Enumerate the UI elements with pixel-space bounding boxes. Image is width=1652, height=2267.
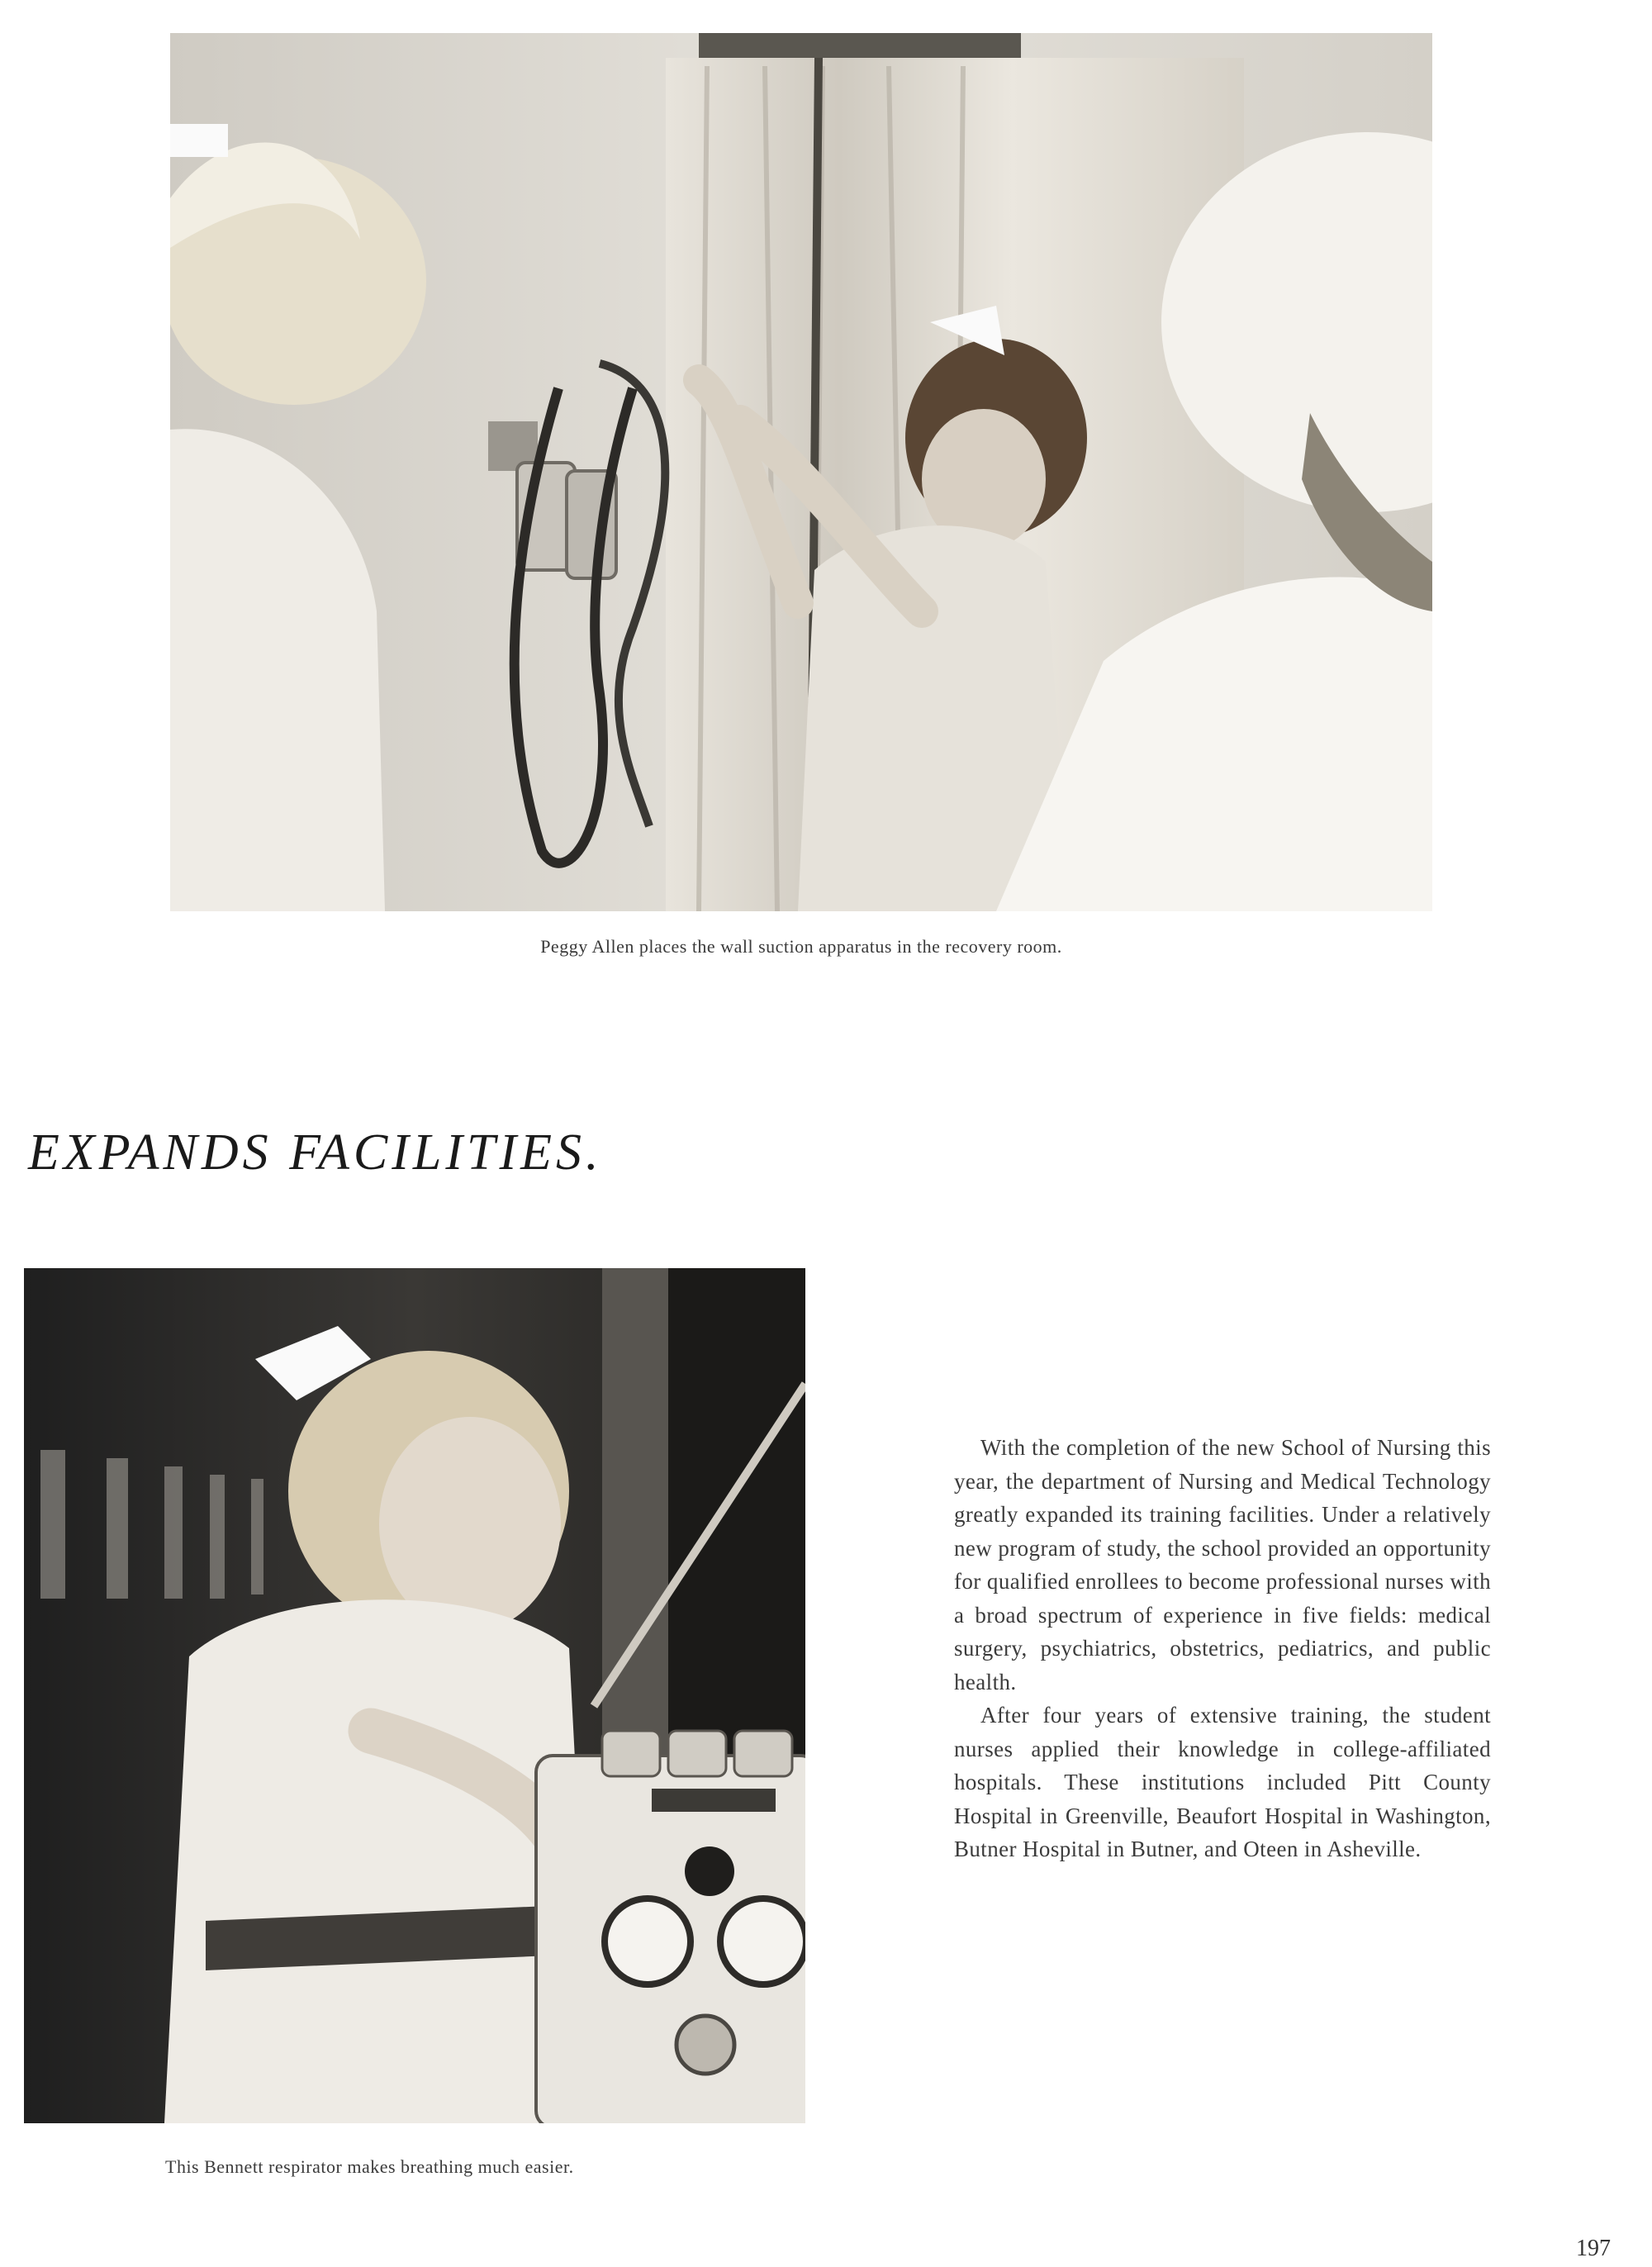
article-paragraph: With the completion of the new School of Nursing this year, the department of Nursing and Medical Technology greatly expanded its training facilities. Under a relatively new program of study, the school provided an opportunity for qualified enrollees to become professional nurses with a broad spectrum of experience in five fields: medical surgery, psychiatrics, obstetrics, pediatrics, and public health. bbox=[954, 1435, 1491, 1694]
caption-bennett-respirator: This Bennett respirator makes breathing much easier. bbox=[165, 2156, 574, 2177]
page-number: 197 bbox=[1576, 2236, 1611, 2261]
photo-wall-suction-image bbox=[170, 33, 1432, 911]
photo-bennett-respirator-image bbox=[24, 1268, 805, 2123]
photo-bennett-respirator bbox=[24, 1268, 805, 2123]
article-body bbox=[954, 1431, 1491, 1866]
photo-wall-suction bbox=[170, 33, 1432, 911]
caption-wall-suction: Peggy Allen places the wall suction apparatus in the recovery room. bbox=[540, 936, 1062, 957]
article-paragraph: After four years of extensive training, the student nurses applied their knowledge in college-affiliated hospitals. These institutions included Pitt County Hospital in Greenville, Beaufort Hospital in Washington, Butner Hospital in Butner, and Oteen in Asheville. bbox=[954, 1703, 1491, 1861]
section-headline: EXPANDS FACILITIES. bbox=[28, 1124, 603, 1181]
